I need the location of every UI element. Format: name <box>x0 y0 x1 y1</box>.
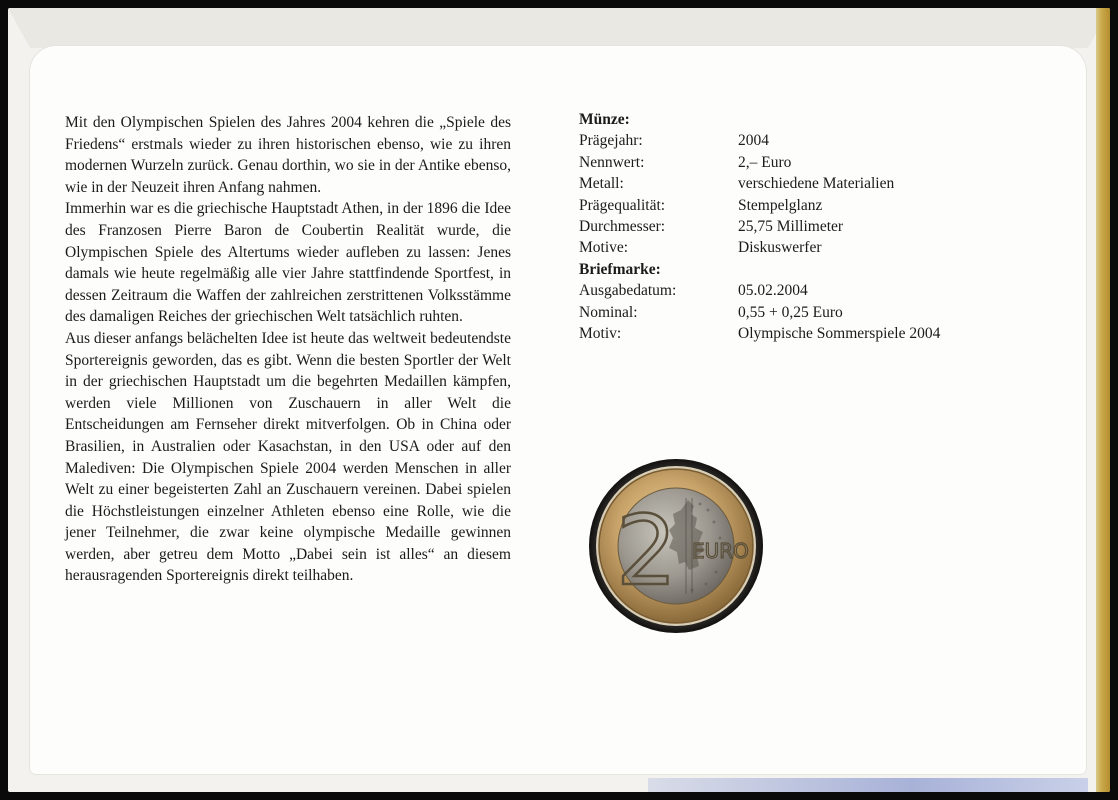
coin-image <box>588 458 764 634</box>
spec-row <box>579 130 999 151</box>
spec-label: Prägequalität: <box>579 196 666 214</box>
spec-value: 05.02.2004 <box>738 282 808 300</box>
spec-value: 25,75 Millimeter <box>738 218 844 236</box>
spec-label: Durchmesser: <box>579 218 666 236</box>
spec-row <box>579 302 999 323</box>
spec-label: Ausgabedatum: <box>579 282 677 300</box>
spec-value: Stempelglanz <box>738 196 823 214</box>
spec-row <box>579 323 999 344</box>
stamp-heading: Briefmarke: <box>579 260 661 278</box>
spec-row <box>579 216 999 237</box>
envelope-blue-strip <box>648 778 1088 792</box>
specifications <box>579 109 999 344</box>
spec-label: Prägejahr: <box>579 132 643 150</box>
spec-label: Motiv: <box>579 325 622 343</box>
paragraph-3: Aus dieser anfangs belächelten Idee ist heute das weltweit bedeutendste Sportereignis geworden, das es gibt. Wenn die besten Sportler der Welt in der griechischen Hauptstadt um die begehrten Medaillen kämpfen, werden viele Millionen von Zuschauern in aller Welt die Entscheidungen am Fernseher direkt mitverfolgen. Ob in China oder Brasilien, in Australien oder Kasachstan, in den USA oder auf den Malediven: Die Olympischen Spiele 2004 werden Menschen in aller Welt zu einer begeisterten Zahl an Zuschauern vereinen. Dabei spielen die Höchstleistungen einzelner Athleten ebenso eine Rolle, wie die jener Teilnehmer, die zwar keine olympische Medaille gewinnen werden, aber getreu dem Motto „Dabei sein ist alles“ an diesem herausragenden Sportereignis direkt teilhaben. <box>65 329 511 585</box>
spec-value: 2,– Euro <box>738 153 792 171</box>
envelope-yellow-edge <box>1096 8 1110 792</box>
spec-label: Motive: <box>579 239 629 257</box>
paragraph-2: Immerhin war es die griechische Hauptstadt Athen, in der 1896 die Idee des Franzosen Pierre Baron de Coubertin Realität wurde, die Olympischen Spiele des Altertums wieder aufleben zu lassen: Jenes damals wie heute regelmäßig alle vier Jahre stattfindende Sportfest, in dessen Zeitraum die Waffen der zahlreichen zerstrittenen Volksstämme des damaligen Reiches der griechischen Welt tatsächlich ruhten. <box>65 200 511 326</box>
description-text <box>65 112 511 587</box>
spec-label: Nennwert: <box>579 153 645 171</box>
spec-row <box>579 280 999 301</box>
spec-label: Metall: <box>579 175 624 193</box>
spec-row <box>579 237 999 258</box>
spec-value: verschiedene Materialien <box>738 175 895 193</box>
coin-currency-word: EURO <box>692 539 749 563</box>
paragraph-1: Mit den Olympischen Spielen des Jahres 2004 kehren die „Spiele des Friedens“ erstmals wieder zu ihren historischen ebenso, wie zu ihren modernen Wurzeln zurück. Genau dorthin, wo sie in der Antike ebenso, wie in der Neuzeit ihren Anfang nahmen. <box>65 114 511 196</box>
spec-value: 0,55 + 0,25 Euro <box>738 303 843 321</box>
spec-row <box>579 195 999 216</box>
spec-row <box>579 152 999 173</box>
spec-row <box>579 173 999 194</box>
spec-value: Olympische Sommerspiele 2004 <box>738 325 941 343</box>
spec-value: 2004 <box>738 132 769 150</box>
coin-heading: Münze: <box>579 111 630 128</box>
spec-value: Diskuswerfer <box>738 239 822 257</box>
coin-denomination: 2 <box>616 495 678 607</box>
coin-capsule <box>588 458 764 634</box>
spec-label: Nominal: <box>579 303 638 321</box>
